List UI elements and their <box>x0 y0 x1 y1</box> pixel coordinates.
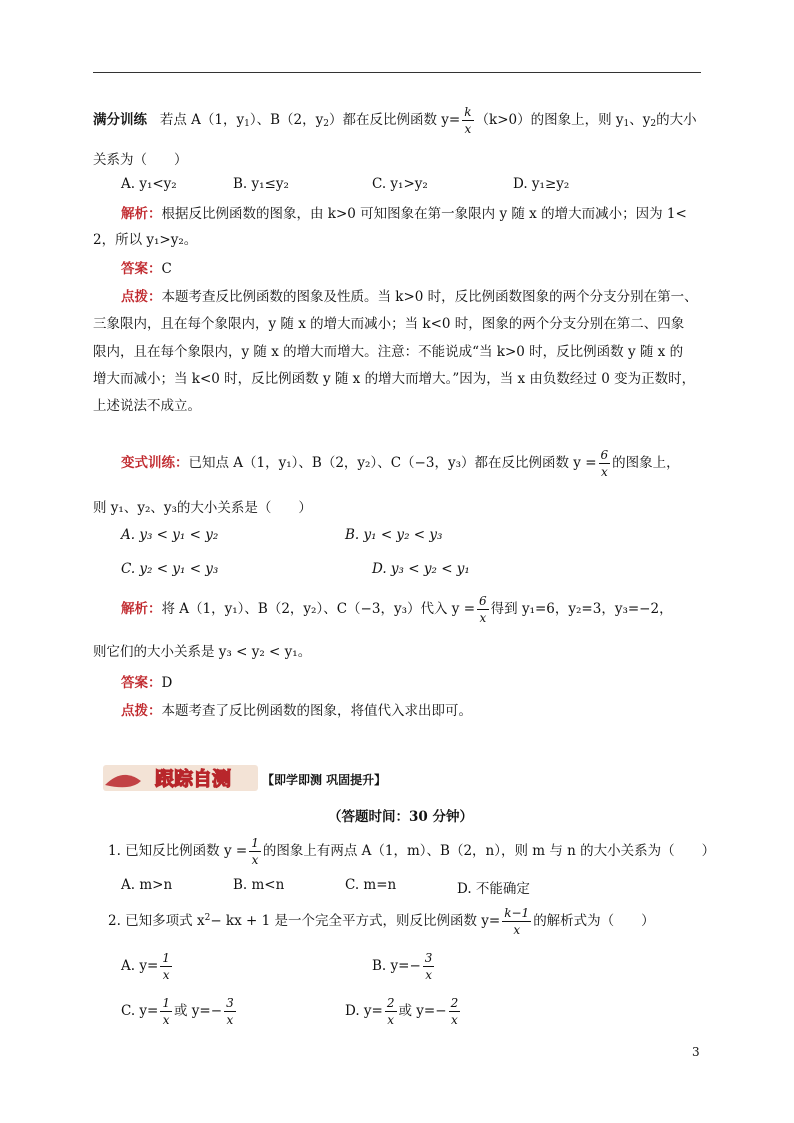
variant-question-line-1: 变式训练：已知点 A（1，y₁）、B（2，y₂）、C（−3，y₃）都在反比例函数 y = $\frac{6}{x}$ 的图象上， <box>121 448 680 479</box>
option-b: B. y₁≤y₂ <box>233 176 289 192</box>
q2-option-b: B. y=− $\frac{3}{x}$ <box>372 951 433 982</box>
question-line-2: 关系为（ ） <box>93 152 188 168</box>
analysis-line-2: 2，所以 y₁>y₂。 <box>93 232 198 248</box>
option-d: D. y₁≥y₂ <box>513 176 570 192</box>
banner-title: 跟踪自测 <box>154 768 232 790</box>
tip-line-4: 增大而减小；当 k<0 时，反比例函数 y 随 x 的增大而增大。”因为，当 x 由负数经过 0 变为正数时， <box>93 371 696 387</box>
analysis-line-1: 解析：根据反比例函数的图象，由 k>0 可知图象在第一象限内 y 随 x 的增大而减小；因为 1< <box>121 206 687 222</box>
q1-option-c: C. m=n <box>345 877 397 893</box>
q2-option-d: D. y= $\frac{2}{x}$ 或 y=− $\frac{2}{x}$ <box>345 996 459 1027</box>
option-c: C. y₁>y₂ <box>372 176 428 192</box>
variant-answer-line: 答案：D <box>121 675 173 691</box>
section-label-full-score: 满分训练 <box>93 112 147 128</box>
page-number: 3 <box>692 1045 700 1059</box>
tracking-self-test-banner <box>103 763 258 793</box>
variant-option-a: A. y₃ < y₁ < y₂ <box>121 527 219 543</box>
q1-line: 1. 已知反比例函数 y = $\frac{1}{x}$ 的图象上有两点 A（1，m）、B（2，n），则 m 与 n 的大小关系为（ ） <box>108 836 716 867</box>
variant-analysis-line-1: 解析：将 A（1，y₁）、B（2，y₂）、C（−3，y₃）代入 y = $\frac{6}{x}$ 得到 y₁=6，y₂=3，y₃=−2， <box>121 594 673 625</box>
q1-option-b: B. m<n <box>233 877 285 893</box>
q2-line: 2. 已知多项式 $x^2-$ kx + 1 是一个完全平方式，则反比例函数 y= $\frac{k-1}{x}$ 的解析式为（ ） <box>108 906 655 937</box>
answer-line: 答案：C <box>121 261 172 277</box>
variant-analysis-line-2: 则它们的大小关系是 y₃ < y₂ < y₁。 <box>93 644 312 660</box>
fraction-k-minus-1-over-x: $\frac{k-1}{x}$ <box>504 906 530 937</box>
q1-option-d: D. 不能确定 <box>457 881 530 897</box>
fraction-6-over-x-analysis: $\frac{6}{x}$ <box>479 594 487 625</box>
variant-question-line-2: 则 y₁、y₂、y₃的大小关系是（ ） <box>93 500 312 516</box>
question-line-1: 满分训练 若点 A（1，$y_1$）、B（2，$y_2$）都在反比例函数 y= $\frac{k}{x}$ （k>0）的图象上，则 $y_1$、$y_2$的大小 <box>93 105 697 136</box>
answer-time-note: （答题时间：30 分钟） <box>328 809 473 825</box>
tip-line-3: 限内，且在每个象限内，y 随 x 的增大而增大。注意：不能说成“当 k>0 时，反比例函数 y 随 x 的 <box>93 344 684 360</box>
tip-line-5: 上述说法不成立。 <box>93 398 201 414</box>
tip-line-2: 三象限内，且在每个象限内，y 随 x 的增大而减小；当 k<0 时，图象的两个分支分别在第二、四象 <box>93 316 685 332</box>
header-rule <box>93 72 701 73</box>
section-label-variant: 变式训练： <box>121 455 189 471</box>
option-a: A. y₁<y₂ <box>121 176 177 192</box>
banner-subtitle: 【即学即测 巩固提升】 <box>262 773 387 787</box>
variant-option-c: C. y₂ < y₁ < y₃ <box>121 561 219 577</box>
fraction-k-over-x: $\frac{k}{x}$ <box>464 105 472 136</box>
fraction-1-over-x: $\frac{1}{x}$ <box>251 836 259 867</box>
fraction-6-over-x: $\frac{6}{x}$ <box>600 448 609 479</box>
variant-option-b: B. y₁ < y₂ < y₃ <box>345 527 443 543</box>
tip-line-1: 点拨：本题考查反比例函数的图象及性质。当 k>0 时，反比例函数图象的两个分支分别在第一、 <box>121 289 698 305</box>
q1-option-a: A. m>n <box>121 877 173 893</box>
q2-option-c: C. y= $\frac{1}{x}$ 或 y=− $\frac{3}{x}$ <box>121 996 234 1027</box>
variant-tip-line: 点拨：本题考查了反比例函数的图象，将值代入求出即可。 <box>121 703 472 719</box>
variant-option-d: D. y₃ < y₂ < y₁ <box>372 561 470 577</box>
q2-option-a: A. y= $\frac{1}{x}$ <box>121 951 170 982</box>
